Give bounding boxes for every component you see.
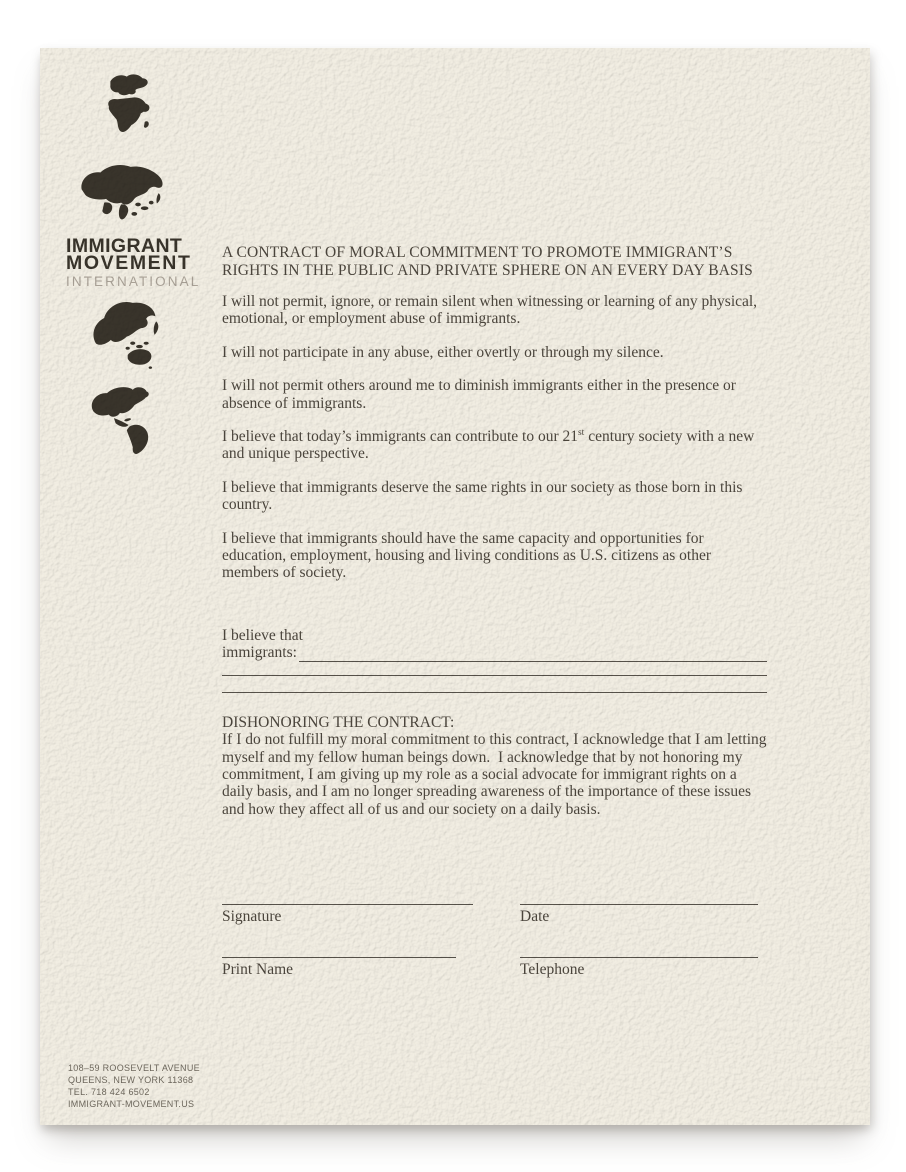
dishonoring-text: If I do not fulfill my moral commitment to this contract, I acknowledge that I am letting myself and my fellow human beings down. I acknowledge that by not honoring my commitment, I am giving up my role as a social advocate for immigrant rights on a daily basis, and I am no longer spreading awareness of the importance of these issues and how they affect all of us and our society on a daily basis. (222, 731, 771, 818)
footer-address (68, 1062, 200, 1110)
logo-line-immigrant: IMMIGRANT (66, 235, 183, 257)
signature-block (222, 904, 767, 978)
footer-phone-line: TEL. 718 424 6502 (68, 1087, 150, 1097)
telephone-field (520, 957, 758, 978)
fill-in-section (222, 627, 767, 693)
fill-in-line (299, 645, 767, 662)
fill-in-line (222, 662, 767, 676)
telephone-label: Telephone (520, 960, 585, 978)
fill-in-lead: I believe that (222, 626, 303, 644)
print-name-label: Print Name (222, 960, 294, 978)
globe-americas-icon (79, 382, 166, 461)
paragraph-text: century society with a new and unique perspective. (222, 428, 759, 463)
globe-africa-europe-icon (87, 72, 165, 150)
print-name-field (222, 957, 473, 978)
commitment-paragraphs (222, 293, 767, 582)
logo-line-international: INTERNATIONAL (66, 274, 201, 289)
dishonoring-section (222, 713, 771, 818)
fill-in-row (222, 644, 767, 661)
commitment-paragraph (222, 428, 767, 463)
date-label: Date (520, 908, 550, 926)
commitment-paragraph: I will not permit, ignore, or remain silent when witnessing or learning of any physical, emotional, or employment abuse of immigrants. (222, 293, 761, 328)
logo-line-movement: MOVEMENT (66, 252, 192, 274)
paragraph-text: I believe that today’s immigrants can contribute to our 21 (222, 428, 578, 446)
date-field (520, 904, 758, 925)
commitment-paragraph: I will not participate in any abuse, either overtly or through my silence. (222, 343, 664, 361)
fill-in-line (222, 676, 767, 693)
fill-in-label: immigrants: (222, 644, 297, 662)
globe-asia-pacific-icon (84, 296, 168, 372)
contract-body (222, 244, 771, 978)
signature-label: Signature (222, 908, 282, 926)
commitment-paragraph: I will not permit others around me to diminish immigrants either in the presence or absence of immigrants. (222, 377, 740, 412)
footer-address-line: QUEENS, NEW YORK 11368 (68, 1075, 194, 1085)
contract-title-line-1: A CONTRACT OF MORAL COMMITMENT TO PROMOTE IMMIGRANT’S (222, 244, 733, 261)
contract-title (222, 244, 767, 280)
dishonoring-heading: DISHONORING THE CONTRACT: (222, 713, 455, 731)
signature-field (222, 904, 473, 925)
letterhead-paper (40, 48, 870, 1125)
contract-title-line-2: RIGHTS IN THE PUBLIC AND PRIVATE SPHERE ON AN EVERY DAY BASIS (222, 262, 753, 279)
commitment-paragraph: I believe that immigrants deserve the same rights in our society as those born in this country. (222, 478, 747, 514)
footer-website-line: IMMIGRANT-MOVEMENT.US (68, 1099, 195, 1109)
commitment-paragraph: I believe that immigrants should have the same capacity and opportunities for education, employment, housing and living conditions as U.S. citizens as other members of society. (222, 529, 715, 582)
footer-address-line: 108–59 ROOSEVELT AVENUE (68, 1063, 200, 1073)
ordinal-superscript: st (577, 427, 585, 438)
globe-eurasia-icon (76, 161, 170, 231)
logo-wordmark (66, 235, 206, 289)
